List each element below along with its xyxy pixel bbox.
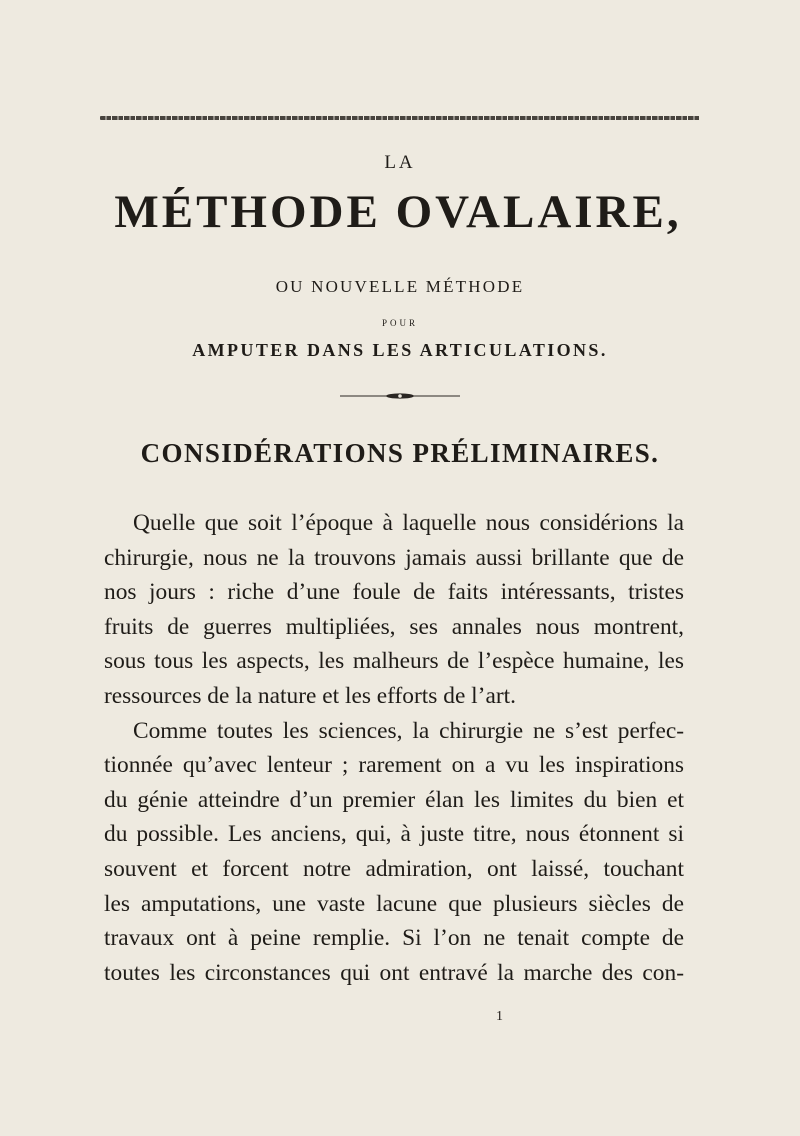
text-line: Comme toutes les sciences, la chirurgie ne s’est perfec-	[133, 717, 684, 744]
header-ornamental-rule	[100, 116, 700, 120]
subtitle-line-3: AMPUTER DANS LES ARTICULATIONS.	[192, 340, 608, 360]
section-divider-ornament	[340, 391, 460, 401]
text-line: du génie atteindre d’un premier élan les limites du bien et	[104, 786, 684, 813]
text-line: du possible. Les anciens, qui, à juste titre, nous étonnent si	[104, 821, 684, 848]
text-line: sous tous les aspects, les malheurs de l’espèce humaine, les	[104, 648, 684, 675]
title-article: LA	[384, 152, 416, 173]
text-line: toutes les circonstances qui ont entravé la marche des con-	[104, 959, 684, 986]
text-line: ressources de la nature et les efforts de l’art.	[104, 682, 516, 709]
text-line: chirurgie, nous ne la trouvons jamais aussi brillante que de	[104, 544, 684, 571]
text-line: travaux ont à peine remplie. Si l’on ne tenait compte de	[104, 925, 684, 952]
body-text	[104, 506, 684, 990]
text-line: Quelle que soit l’époque à laquelle nous considérions la	[133, 510, 684, 536]
signature-mark: 1	[496, 1009, 503, 1024]
text-line: nos jours : riche d’une foule de faits intéressants, tristes	[104, 579, 684, 606]
main-title: MÉTHODE OVALAIRE,	[114, 186, 682, 238]
text-line: fruits de guerres multipliées, ses annales nous montrent,	[104, 613, 684, 640]
text-line: souvent et forcent notre admiration, ont laissé, touchant	[104, 855, 684, 882]
subtitle-line-2: POUR	[381, 318, 418, 328]
text-line: les amputations, une vaste lacune que plusieurs siècles de	[104, 890, 684, 917]
text-line: tionnée qu’avec lenteur ; rarement on a vu les inspirations	[104, 752, 684, 779]
subtitle-line-1: OU NOUVELLE MÉTHODE	[275, 277, 525, 296]
section-heading: CONSIDÉRATIONS PRÉLIMINAIRES.	[140, 438, 660, 468]
